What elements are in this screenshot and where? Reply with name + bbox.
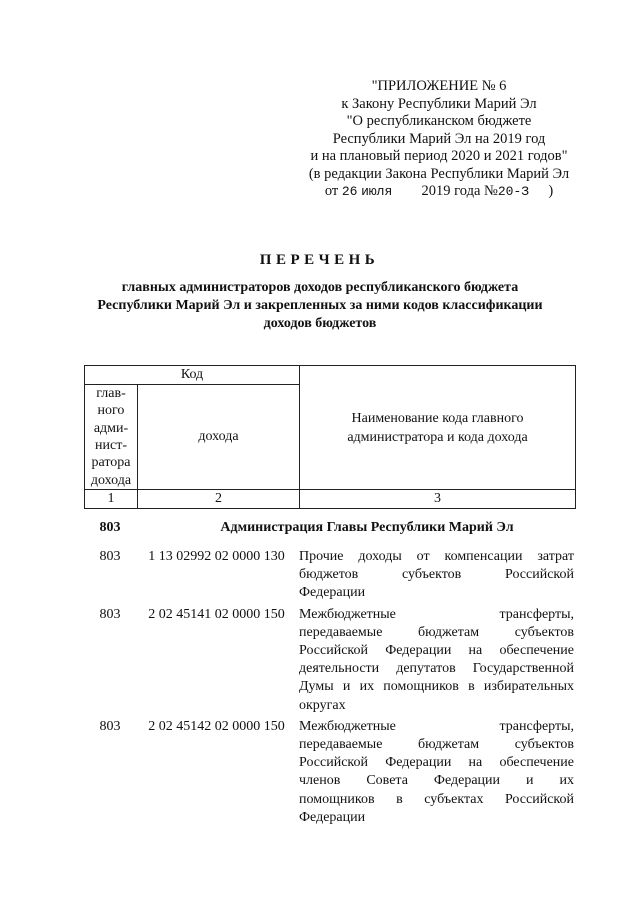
admin-code: 803 bbox=[99, 606, 121, 622]
admin-code: 803 bbox=[99, 718, 121, 734]
from-label: от bbox=[324, 183, 339, 199]
table-row bbox=[84, 548, 576, 603]
income-code: 2 02 45141 02 0000 150 bbox=[148, 606, 285, 622]
law-reference: к Закону Республики Марий Эл bbox=[341, 95, 537, 112]
income-code: 1 13 02992 02 0000 130 bbox=[148, 549, 285, 564]
income-name-line: Российской Федерации на обеспечение bbox=[299, 643, 574, 659]
income-name-line: передаваемые бюджетам субъектов bbox=[299, 624, 574, 640]
table-body bbox=[84, 518, 576, 830]
income-name-line: Межбюджетные трансферты, bbox=[299, 606, 574, 622]
header-income-code: дохода bbox=[138, 385, 300, 490]
edition-number: 20-З bbox=[497, 184, 530, 199]
edition-month: июля bbox=[361, 184, 393, 199]
header-admin-line: нист- bbox=[95, 438, 127, 453]
column-number-1: 1 bbox=[85, 490, 138, 509]
income-code: 2 02 45142 02 0000 150 bbox=[148, 718, 285, 734]
table-row bbox=[84, 718, 576, 827]
law-name-line3: и на плановый период 2020 и 2021 годов" bbox=[310, 148, 568, 164]
income-name-line: Федерации bbox=[299, 585, 366, 601]
section-row bbox=[84, 518, 576, 538]
income-name-line: Федерации bbox=[299, 809, 366, 825]
column-number-2: 2 bbox=[138, 490, 300, 509]
section-name: Администрация Главы Республики Марий Эл bbox=[220, 520, 514, 535]
header-admin-line: ратора bbox=[91, 455, 131, 471]
income-name bbox=[299, 718, 574, 827]
header-admin-line: ного bbox=[97, 403, 125, 419]
subtitle-line3: доходов бюджетов bbox=[263, 316, 377, 331]
income-name-line: деятельности депутатов Государственной bbox=[299, 661, 574, 677]
subtitle-line2: Республики Марий Эл и закрепленных за ними кодов классификации bbox=[97, 298, 543, 313]
income-name-line: помощников в субъектах Российской bbox=[299, 791, 574, 807]
income-name-line: бюджетов субъектов Российской bbox=[299, 567, 574, 583]
edition-date-line bbox=[290, 183, 588, 201]
edition-day: 26 bbox=[341, 184, 358, 199]
table-header bbox=[84, 365, 576, 509]
appendix-title: "ПРИЛОЖЕНИЕ № 6 bbox=[371, 78, 507, 94]
law-name-line1: "О республиканском бюджете bbox=[346, 113, 532, 129]
income-name-line: Межбюджетные трансферты, bbox=[299, 718, 574, 734]
income-name-line: округах bbox=[299, 697, 346, 713]
section-code: 803 bbox=[99, 520, 121, 535]
income-name-line: Думы и их помощников в избирательных bbox=[299, 679, 574, 695]
header-admin-line: адми- bbox=[93, 420, 129, 436]
header-name bbox=[300, 366, 576, 490]
document-subtitle bbox=[70, 279, 570, 333]
income-name-line: Прочие доходы от компенсации затрат bbox=[299, 549, 574, 564]
admin-code: 803 bbox=[99, 549, 121, 564]
appendix-header bbox=[290, 78, 588, 201]
subtitle-line1: главных администраторов доходов республиканского бюджета bbox=[121, 280, 519, 295]
income-name bbox=[299, 548, 574, 603]
header-name-line1: Наименование кода главного bbox=[351, 410, 524, 426]
header-kod: Код bbox=[85, 366, 300, 385]
table-row bbox=[84, 606, 576, 715]
edition-note: (в редакции Закона Республики Марий Эл bbox=[308, 165, 570, 182]
edition-year: 2019 года № bbox=[421, 183, 498, 199]
income-name bbox=[299, 606, 574, 715]
edition-close: ) bbox=[548, 183, 554, 199]
header-admin-line: дохода bbox=[90, 472, 132, 488]
income-name-line: передаваемые бюджетам субъектов bbox=[299, 737, 574, 753]
law-name-line2: Республики Марий Эл на 2019 год bbox=[332, 130, 546, 147]
header-admin-code bbox=[85, 385, 138, 490]
income-name-line: членов Совета Федерации и их bbox=[299, 773, 574, 789]
header-name-line2: администратора и кода дохода bbox=[347, 429, 528, 445]
document-title: ПЕРЕЧЕНЬ bbox=[259, 252, 380, 268]
header-admin-line: глав- bbox=[96, 386, 126, 402]
income-name-line: Российской Федерации на обеспечение bbox=[299, 755, 574, 771]
column-number-3: 3 bbox=[300, 490, 576, 509]
